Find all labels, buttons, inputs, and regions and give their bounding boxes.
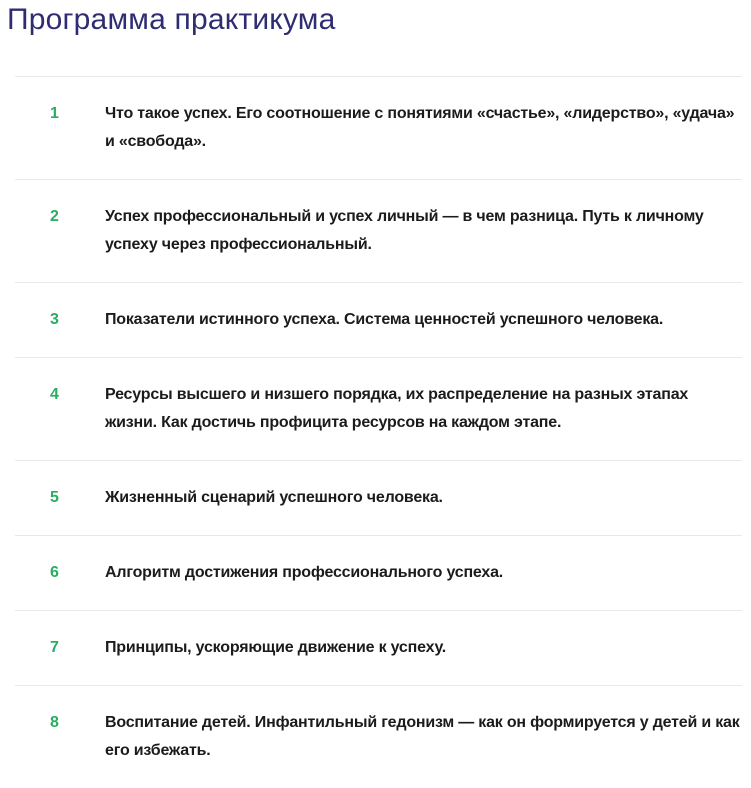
list-item	[15, 610, 742, 685]
item-text: Принципы, ускоряющие движение к успеху.	[105, 639, 447, 656]
list-item	[15, 460, 742, 535]
list-item	[15, 179, 742, 282]
item-number: 8	[50, 714, 59, 731]
item-text: Ресурсы высшего и низшего порядка, их распределение на разных этапах жизни. Как достичь профицита ресурсов на каждом этапе.	[105, 386, 689, 431]
item-number: 2	[50, 208, 59, 225]
list-item	[15, 685, 742, 788]
item-text: Жизненный сценарий успешного человека.	[105, 489, 443, 506]
list-item	[15, 76, 742, 179]
list-item	[15, 282, 742, 357]
page-title: Программа практикума	[7, 3, 336, 36]
list-item	[15, 357, 742, 460]
item-text: Алгоритм достижения профессионального успеха.	[105, 564, 504, 581]
item-number: 1	[50, 105, 59, 122]
list-item	[15, 535, 742, 610]
program-list	[15, 76, 742, 788]
item-text: Что такое успех. Его соотношение с понятиями «счастье», «лидерство», «удача» и «свобода».	[105, 105, 735, 150]
item-number: 3	[50, 311, 59, 328]
item-number: 5	[50, 489, 59, 506]
item-number: 6	[50, 564, 59, 581]
item-text: Воспитание детей. Инфантильный гедонизм — как он формируется у детей и как его избежать.	[105, 714, 740, 759]
item-number: 4	[50, 386, 59, 403]
item-text: Показатели истинного успеха. Система ценностей успешного человека.	[105, 311, 664, 328]
item-number: 7	[50, 639, 59, 656]
item-text: Успех профессиональный и успех личный — в чем разница. Путь к личному успеху через профессиональный.	[105, 208, 704, 253]
